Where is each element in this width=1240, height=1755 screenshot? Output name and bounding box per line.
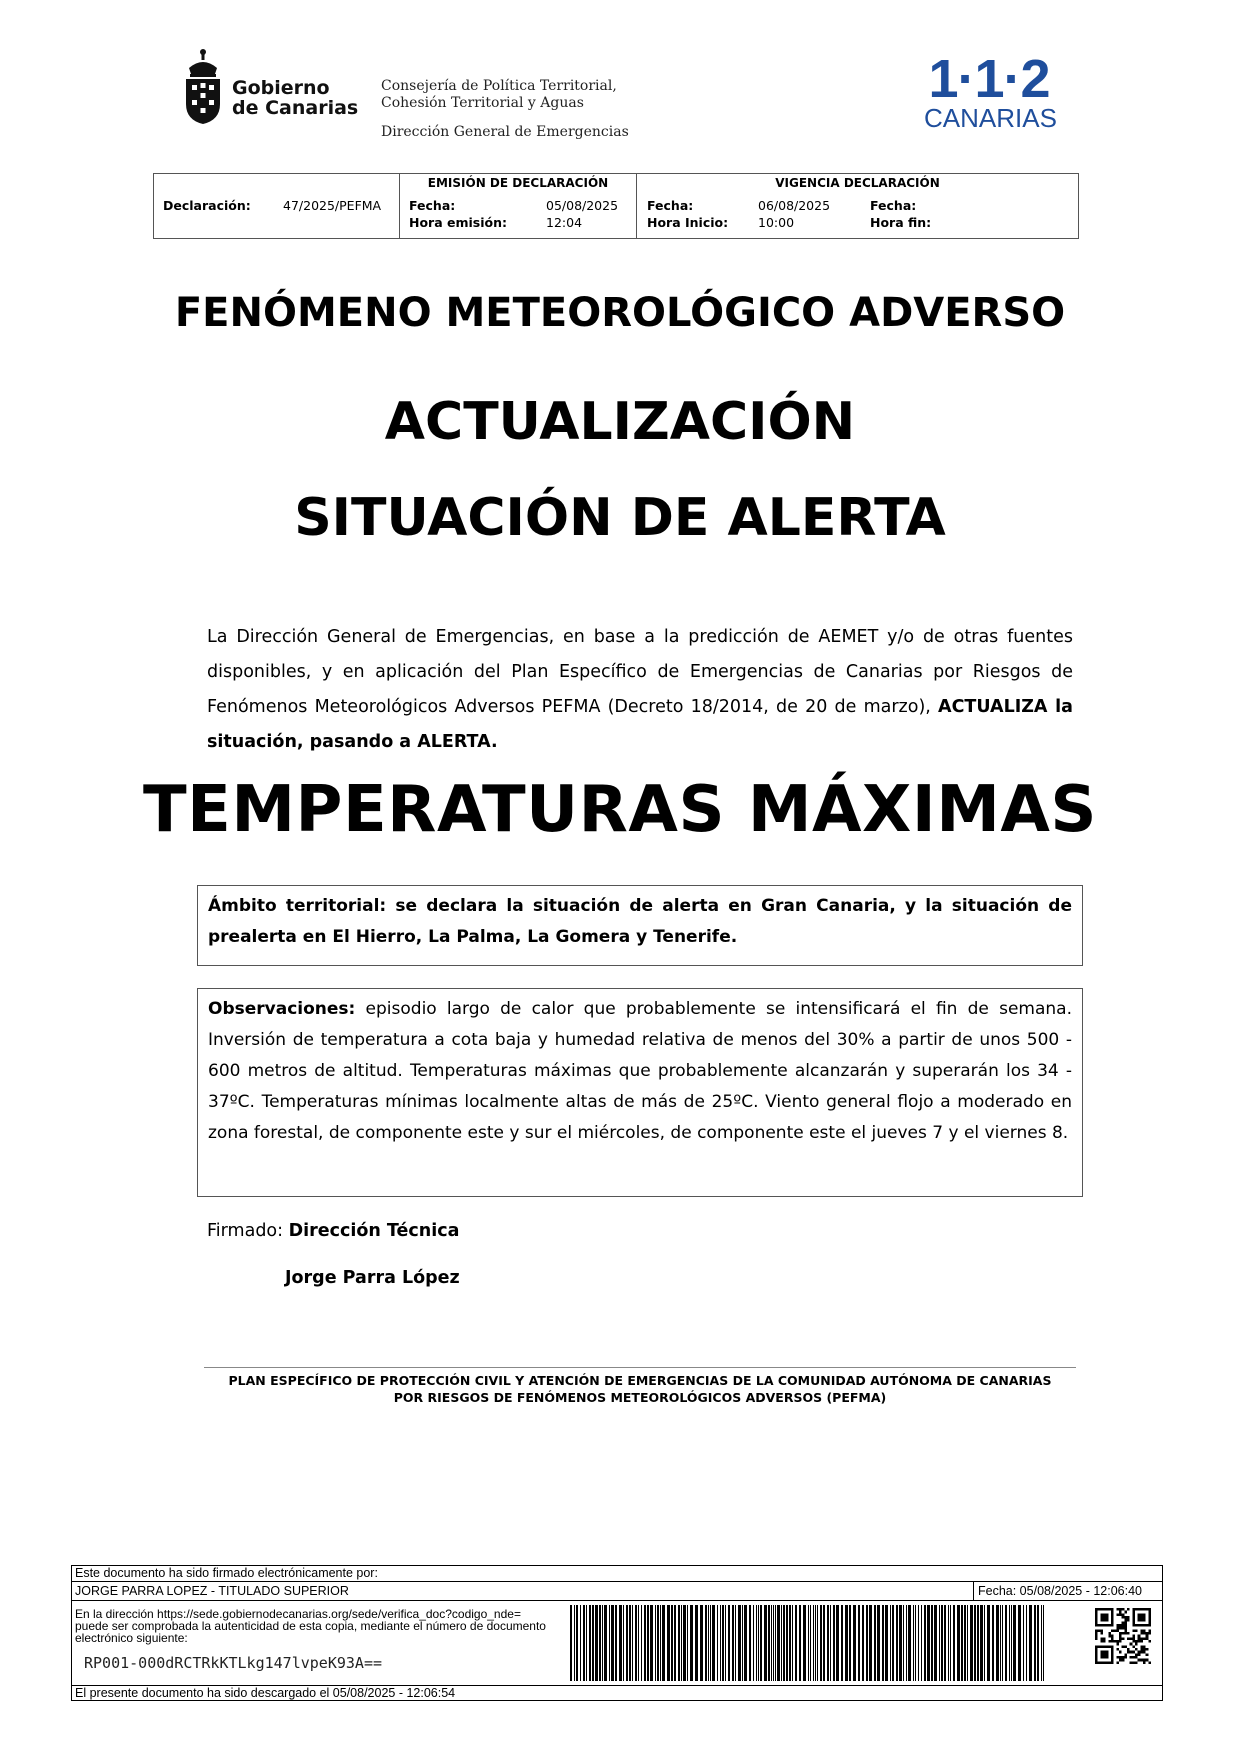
gob-line2: de Canarias bbox=[232, 97, 359, 119]
declaration-cell bbox=[154, 174, 400, 238]
emision-fecha: 05/08/2025 bbox=[546, 198, 619, 213]
footer-line1: PLAN ESPECÍFICO DE PROTECCIÓN CIVIL Y ATENCIÓN DE EMERGENCIAS DE LA COMUNIDAD AUTÓNOMA DE CANARIAS bbox=[228, 1373, 1052, 1388]
emision-title: EMISIÓN DE DECLARACIÓN bbox=[427, 176, 609, 190]
consejeria-line1: Consejería de Política Territorial, bbox=[381, 78, 617, 94]
electronic-signature-block bbox=[71, 1565, 1163, 1701]
logo-112-text: CANARIAS bbox=[924, 103, 1057, 133]
emision-fecha-label: Fecha: bbox=[409, 198, 456, 213]
sig-fecha: Fecha: 05/08/2025 - 12:06:40 bbox=[973, 1582, 1162, 1600]
sig-signer-row bbox=[72, 1582, 1162, 1601]
barcode-icon bbox=[570, 1605, 1044, 1681]
sig-signer: JORGE PARRA LOPEZ - TITULADO SUPERIOR bbox=[75, 1584, 349, 1598]
consejeria bbox=[381, 78, 617, 112]
sig-verify-text[interactable]: En la dirección https://sede.gobiernodecanarias.org/sede/verifica_doc?codigo_nde= puede ser comprobada la autenticidad de esta copia, mediante el número de documento electrónico siguiente: bbox=[75, 1607, 546, 1645]
intro-paragraph bbox=[207, 620, 1073, 760]
title-situacion-alerta: SITUACIÓN DE ALERTA bbox=[294, 488, 946, 548]
declaracion-label: Declaración: bbox=[163, 198, 251, 213]
observaciones-text: episodio largo de calor que probablemente se intensificará el fin de semana. Inversión de temperatura a cota baja y humedad relativa de menos del 30% a partir de unos 500 - 600 metros de altitud. Temperaturas máximas que probablemente alcanzarán y superarán los 34 - 37ºC. Temperaturas mínimas localmente altas de más de 25ºC. Viento general flojo a moderado en zona forestal, de componente este y sur el miércoles, de componente este el jueves 7 y el viernes 8. bbox=[208, 999, 1072, 1143]
title-actualizacion: ACTUALIZACIÓN bbox=[384, 392, 856, 452]
gob-line1: Gobierno bbox=[232, 77, 330, 99]
declaracion-value: 47/2025/PEFMA bbox=[283, 198, 382, 213]
declaration-table bbox=[153, 173, 1079, 239]
title-fenomeno: FENÓMENO METEOROLÓGICO ADVERSO bbox=[174, 290, 1066, 336]
footer-divider bbox=[204, 1367, 1076, 1368]
sig-header: Este documento ha sido firmado electrónicamente por: bbox=[72, 1566, 1162, 1582]
firmado-cargo: Dirección Técnica bbox=[288, 1221, 460, 1241]
title-temperaturas-maximas: TEMPERATURAS MÁXIMAS bbox=[142, 773, 1098, 847]
gobierno-name bbox=[232, 78, 358, 118]
sig-verify-row bbox=[72, 1601, 1162, 1686]
logo-112-canarias bbox=[924, 49, 1057, 133]
intro-text: La Dirección General de Emergencias, en base a la predicción de AEMET y/o de otras fuentes disponibles, y en aplicación del Plan Específico de Emergencias de Canarias por Riesgos de Fenómenos Meteorológicos Adversos PEFMA (Decreto 18/2014, de 20 de marzo), bbox=[207, 627, 1073, 717]
sig-download: El presente documento ha sido descargado el 05/08/2025 - 12:06:54 bbox=[75, 1686, 456, 1700]
observaciones-box bbox=[197, 988, 1083, 1197]
sig-document-code: RP001-000dRCTRkKTLkg147lvpeK93A== bbox=[84, 1654, 383, 1672]
emision-hora-label: Hora emisión: bbox=[409, 215, 507, 230]
vigencia-fecha-label: Fecha: bbox=[647, 198, 694, 213]
qr-code-icon[interactable] bbox=[1095, 1607, 1151, 1665]
vigencia-hora: 10:00 bbox=[758, 215, 795, 230]
ambito-text: Ámbito territorial: se declara la situación de alerta en Gran Canaria, y la situación de prealerta en El Hierro, La Palma, La Gomera y Tenerife. bbox=[208, 896, 1072, 947]
firmado-label: Firmado: bbox=[207, 1221, 289, 1241]
footer-plan bbox=[0, 1372, 1240, 1406]
logo-112-number: 1·1·2 bbox=[928, 49, 1050, 109]
vigencia-fecha: 06/08/2025 bbox=[758, 198, 831, 213]
fin-fecha-label: Fecha: bbox=[870, 198, 917, 213]
vigencia-title: VIGENCIA DECLARACIÓN bbox=[775, 176, 940, 190]
footer-line2: POR RIESGOS DE FENÓMENOS METEOROLÓGICOS ADVERSOS (PEFMA) bbox=[393, 1390, 887, 1405]
consejeria-line2: Cohesión Territorial y Aguas bbox=[381, 95, 584, 111]
vigencia-cell bbox=[637, 174, 1078, 238]
direccion-general: Dirección General de Emergencias bbox=[381, 124, 629, 140]
intro-bold: ACTUALIZA la situación, pasando a ALERTA. bbox=[207, 697, 1073, 752]
gobierno-canarias-coat-of-arms-icon bbox=[183, 48, 223, 126]
fin-hora-label: Hora fin: bbox=[870, 215, 932, 230]
emision-hora: 12:04 bbox=[546, 215, 583, 230]
emision-cell bbox=[400, 174, 637, 238]
ambito-box bbox=[197, 885, 1083, 966]
firmado-line bbox=[207, 1221, 459, 1241]
firmante-name: Jorge Parra López bbox=[285, 1268, 460, 1288]
observaciones-label: Observaciones: bbox=[208, 999, 356, 1019]
vigencia-hora-label: Hora Inicio: bbox=[647, 215, 729, 230]
